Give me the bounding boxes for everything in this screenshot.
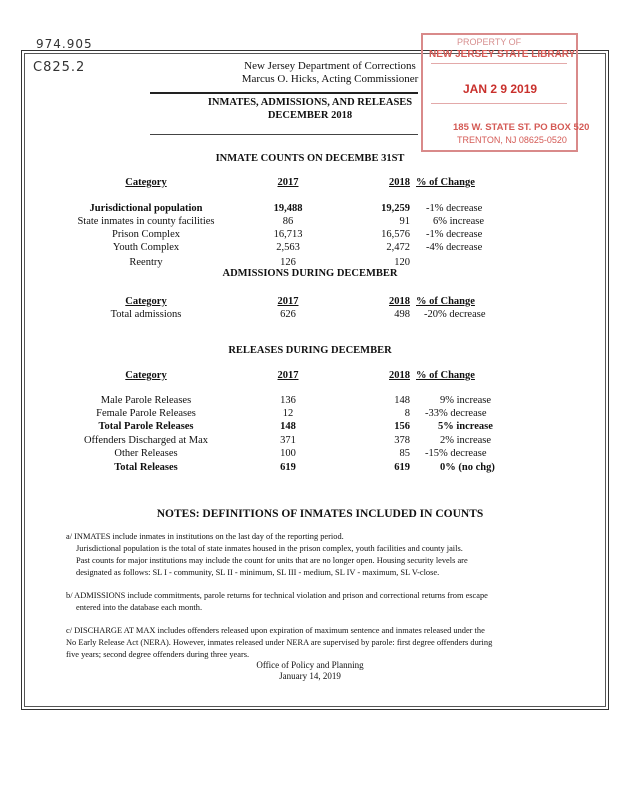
table-row-pct: 2% increase [440, 435, 492, 446]
table-row-2018: 85 [399, 448, 410, 459]
note-b-line2: entered into the database each month. [76, 603, 203, 612]
table-row-category: Female Parole Releases [96, 408, 196, 419]
table-row-pct: -15% decrease [425, 448, 487, 459]
table-row-2018: 120 [394, 257, 410, 268]
table-row-pct: -1% decrease [426, 229, 483, 240]
table-row-2018: 498 [394, 309, 410, 320]
stamp-library-name: NEW JERSEY STATE LIBRARY [429, 49, 576, 60]
table-row-2017: 19,488 [273, 203, 303, 214]
admissions-header-pct-change: % of Change [416, 296, 475, 307]
note-a-line4: designated as follows: SL I - community, SL II - minimum, SL III - medium, SL IV - maximum, SL V-close. [76, 568, 440, 577]
table-row-2017: 16,713 [273, 229, 303, 240]
table-row-category: Prison Complex [112, 229, 180, 240]
handwritten-call-number: 974.905 [36, 37, 93, 51]
table-row-2018: 8 [404, 408, 410, 419]
table-row-2017: 100 [280, 448, 296, 459]
counts-header-category: Category [125, 177, 167, 188]
table-row-2018: 2,472 [386, 242, 410, 253]
library-stamp [421, 33, 590, 152]
table-row-category: State inmates in county facilities [77, 216, 215, 227]
admissions-header-2017: 2017 [277, 296, 299, 307]
table-row-2017: 371 [280, 435, 296, 446]
table-row-category: Offenders Discharged at Max [83, 435, 209, 446]
table-row-category: Male Parole Releases [100, 395, 192, 406]
releases-header-category: Category [125, 370, 167, 381]
stamp-date: JAN 2 9 2019 [463, 82, 538, 96]
table-row-category: Reentry [129, 257, 163, 268]
title-rule-top [150, 92, 418, 94]
admissions-header-2018: 2018 [389, 296, 410, 307]
commissioner-name: Marcus O. Hicks, Acting Commissioner [241, 73, 419, 85]
counts-section-title: INMATE COUNTS ON DECEMBE 31ST [215, 153, 405, 164]
table-row-2017: 626 [280, 309, 296, 320]
note-a-line2: Jurisdictional population is the total of state inmates housed in the prison complex, youth facilities and county jails. [76, 544, 463, 553]
table-row-2017: 619 [280, 462, 296, 473]
table-row-2017: 12 [282, 408, 294, 419]
stamp-divider [431, 103, 567, 104]
table-row-2018: 16,576 [381, 229, 410, 240]
table-row-category: Total admissions [110, 309, 182, 320]
footer-office: Office of Policy and Planning [256, 660, 364, 670]
title-rule-bottom [150, 134, 418, 135]
table-row-pct: -4% decrease [426, 242, 483, 253]
note-c-line2: No Early Release Act (NERA). However, inmates released under NERA are supervised by parole: first degree offenders during [66, 638, 493, 647]
agency-name: New Jersey Department of Corrections [244, 60, 416, 72]
report-title: INMATES, ADMISSIONS, AND RELEASES [207, 97, 413, 108]
footer-date: January 14, 2019 [279, 671, 341, 681]
note-c-line3: five years; second degree offenders during three years. [66, 650, 250, 659]
table-row-2018: 91 [399, 216, 410, 227]
table-row-2017: 126 [280, 257, 296, 268]
note-a-line3: Past counts for major institutions may include the count for units that are no longer open. Housing security levels are [76, 556, 468, 565]
admissions-header-category: Category [125, 296, 167, 307]
note-b-line1: b/ ADMISSIONS include commitments, parole returns for technical violation and prison and correctional returns from escape [66, 591, 488, 600]
releases-header-pct-change: % of Change [416, 370, 475, 381]
admissions-section-title: ADMISSIONS DURING DECEMBER [222, 268, 398, 279]
table-row-pct: 5% increase [438, 421, 493, 432]
stamp-address-line1: 185 W. STATE ST. PO BOX 520 [453, 122, 590, 133]
notes-title: NOTES: DEFINITIONS OF INMATES INCLUDED IN COUNTS [156, 508, 484, 520]
table-row-category: Total Parole Releases [98, 421, 194, 432]
counts-header-pct-change: % of Change [416, 177, 475, 188]
table-row-2018: 378 [394, 435, 410, 446]
table-row-pct: 0% (no chg) [440, 462, 495, 473]
report-period: DECEMBER 2018 [267, 110, 353, 121]
table-row-pct: 6% increase [433, 216, 485, 227]
note-c-line1: c/ DISCHARGE AT MAX includes offenders released upon expiration of maximum sentence and inmates released under the [66, 626, 485, 635]
handwritten-class-number: C825.2 [33, 60, 86, 75]
table-row-category: Total Releases [114, 462, 178, 473]
table-row-2017: 136 [280, 395, 296, 406]
stamp-address-line2: TRENTON, NJ 08625-0520 [457, 135, 567, 145]
table-row-2018: 19,259 [381, 203, 410, 214]
table-row-pct: 9% increase [440, 395, 492, 406]
note-a-line1: a/ INMATES include inmates in institutions on the last day of the reporting period. [66, 532, 344, 541]
table-row-pct: -33% decrease [425, 408, 487, 419]
stamp-property-of: PROPERTY OF [457, 37, 522, 47]
table-row-2018: 619 [394, 462, 410, 473]
table-row-category: Youth Complex [112, 242, 180, 253]
table-row-category: Jurisdictional population [89, 203, 203, 214]
releases-header-2018: 2018 [389, 370, 410, 381]
table-row-2018: 156 [394, 421, 410, 432]
table-row-2017: 148 [280, 421, 296, 432]
table-row-pct: -1% decrease [426, 203, 483, 214]
table-row-pct: -20% decrease [424, 309, 486, 320]
table-row-2017: 86 [282, 216, 294, 227]
releases-section-title: RELEASES DURING DECEMBER [228, 345, 392, 356]
table-row-2017: 2,563 [276, 242, 300, 253]
counts-header-2018: 2018 [389, 177, 410, 188]
releases-header-2017: 2017 [277, 370, 299, 381]
table-row-2018: 148 [394, 395, 410, 406]
table-row-category: Other Releases [114, 448, 178, 459]
counts-header-2017: 2017 [277, 177, 299, 188]
